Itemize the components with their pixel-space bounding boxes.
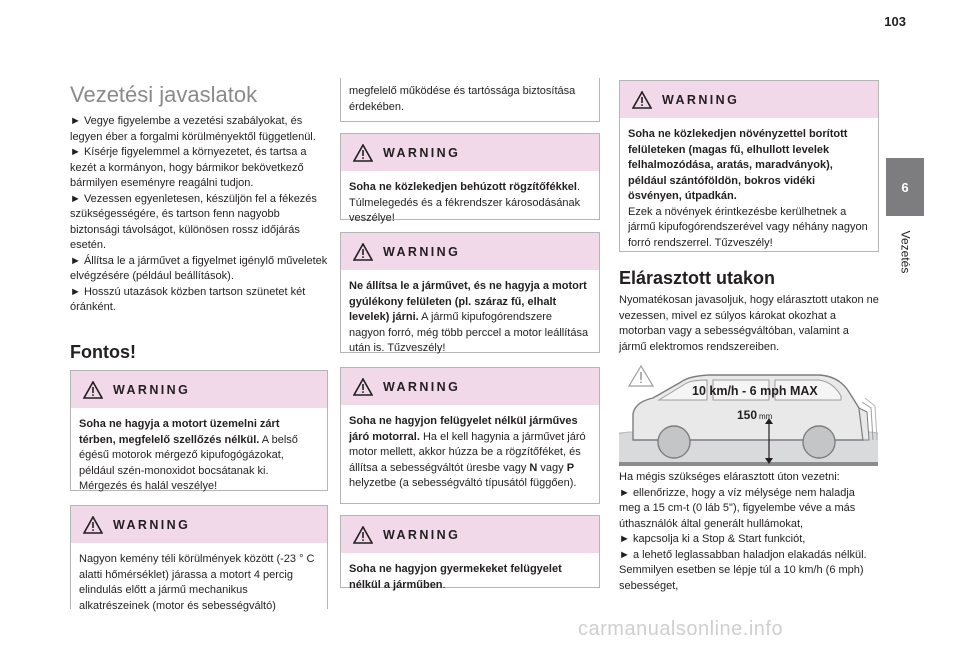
warning-text: Soha ne közlekedjen behúzott rögzítőfékkel. Túlmelegedés és a fékrendszer károsodásának veszélye! <box>349 181 581 224</box>
page-title: Vezetési javaslatok <box>70 82 258 107</box>
section-number: 6 <box>901 179 909 195</box>
warning-triangle-icon <box>632 91 652 109</box>
warning-header <box>341 368 599 405</box>
warning-header <box>620 81 878 118</box>
depth-value: 150 <box>737 408 758 422</box>
tip-1: ► Vegye figyelembe a vezetési szabályokat, és legyen éber a forgalmi körülményektől függetlenül. <box>70 115 316 143</box>
warning-box-winter <box>70 505 328 612</box>
warning-triangle-icon <box>353 378 373 396</box>
speed-limit-label: 10 km/h - 6 mph MAX <box>692 384 818 398</box>
depth-unit: mm <box>759 412 773 421</box>
tip-5: ► Hosszú utazások közben tartson szünetet két óránként. <box>70 285 306 313</box>
warning-triangle-icon <box>83 516 103 534</box>
warning-box-vegetation <box>619 80 879 252</box>
warning-header <box>71 371 327 408</box>
warning-text: megfelelő működése és tartóssága biztosítása érdekében. <box>349 85 576 113</box>
flooded-roads-intro: Nyomatékosan javasoljuk, hogy elárasztott utakon ne vezessen, mivel ez súlyos károkat okozhat a motorban vagy a sebességváltóban, valamint a jármű elektromos rendszereiben. <box>619 294 879 353</box>
warning-title: WARNING <box>383 527 461 542</box>
warning-title: WARNING <box>383 379 461 394</box>
warning-text: Soha ne közlekedjen növényzettel borított felületeken (magas fű, elhullott levelek felhalmozódása, aratás, maradványok), például szántóföldön, bokros vidéki ösvényen, útpadkán. Ezek a növények érintkezésbe kerülhetnek a jármű kipufogórendszerével vagy néhány nagyon forró rendszerrel. Tűzveszély! <box>628 128 868 249</box>
warning-box-unattended-engine <box>340 367 600 504</box>
driving-tips <box>70 114 328 316</box>
warning-text: Soha ne hagyjon felügyelet nélkül járműves járó motorral. Ha el kell hagynia a járművet járó motor mellett, akkor húzza be a rögzítőféket, és állítsa a sebességváltót üresbe vagy N vagy P helyzetbe (a sebességváltó típusától függően). <box>349 415 586 489</box>
warning-title: WARNING <box>113 382 191 397</box>
warning-triangle-icon <box>353 243 373 261</box>
warning-header <box>341 516 599 553</box>
warning-triangle-icon <box>353 526 373 544</box>
warning-title: WARNING <box>113 517 191 532</box>
warning-box-engine-closed-space <box>70 370 328 491</box>
warning-box-flammable-surface <box>340 232 600 353</box>
warning-header <box>71 506 327 543</box>
tip-2: ► Kísérje figyelemmel a környezetet, és tartsa a kezét a kormányon, hogy bármikor bekövetkező bármilyen eseményre reagálni tudjon. <box>70 146 307 189</box>
flooded-roads-heading: Elárasztott utakon <box>619 268 776 288</box>
warning-box-parking-brake <box>340 133 600 224</box>
flooded-road-illustration <box>619 362 878 466</box>
watermark: carmanualsonline.info <box>578 618 784 640</box>
warning-title: WARNING <box>383 145 461 160</box>
warning-text: Soha ne hagyja a motort üzemelni zárt térben, megfelelő szellőzés nélkül. A belső égésű motorok mérgező kipufogógázokat, például szén-monoxidot bocsátanak ki. Mérgezés és halál veszélye! <box>79 418 298 492</box>
tip-3: ► Vezessen egyenletesen, készüljön fel a fékezés szükségességére, és tartson fenn nagyobb biztonsági távolságot, különösen rossz időjárás esetén. <box>70 192 317 251</box>
warning-text: Ne állítsa le a járművet, és ne hagyja a motort gyúlékony felületen (pl. száraz fű, elhalt levelek) járni. A jármű kipufogórendszere nagyon forró, még több perccel a motor leállítása után is. Tűzveszély! <box>349 280 589 354</box>
tip-4: ► Állítsa le a járművet a figyelmet igénylő műveletek elvégzésére (például beállítások). <box>70 254 328 282</box>
flooded-roads-steps: Ha mégis szükséges elárasztott úton vezetni: ► ellenőrizze, hogy a víz mélysége nem haladja meg a 15 cm-t (0 láb 5"), figyelembe véve a más úthasználók által generált hullámokat, ► kapcsolja ki a Stop & Start funkciót, ► a lehető leglassabban haladjon elakadás nélkül. Semmilyen esetben se lépje túl a 10 km/h (6 mph) sebességet, <box>619 471 867 592</box>
page-number: 103 <box>884 14 906 29</box>
warning-triangle-icon <box>83 381 103 399</box>
warning-title: WARNING <box>383 244 461 259</box>
warning-text: Soha ne hagyjon gyermekeket felügyelet nélkül a járműben. <box>349 563 562 591</box>
warning-box-children <box>340 515 600 591</box>
warning-continuation <box>340 78 600 122</box>
warning-header <box>341 134 599 171</box>
fontos-heading: Fontos! <box>70 342 136 362</box>
section-tab[interactable] <box>886 158 924 216</box>
warning-header <box>341 233 599 270</box>
section-label: Vezetés <box>898 230 913 274</box>
warning-triangle-icon <box>353 144 373 162</box>
warning-title: WARNING <box>662 92 740 107</box>
warning-text: Nagyon kemény téli körülmények között (-23 ° C alatti hőmérséklet) járassa a motort 4 percig elindulás előtt a jármű mechanikus alkatrészeinek (motor és sebességváltó) <box>79 553 315 612</box>
